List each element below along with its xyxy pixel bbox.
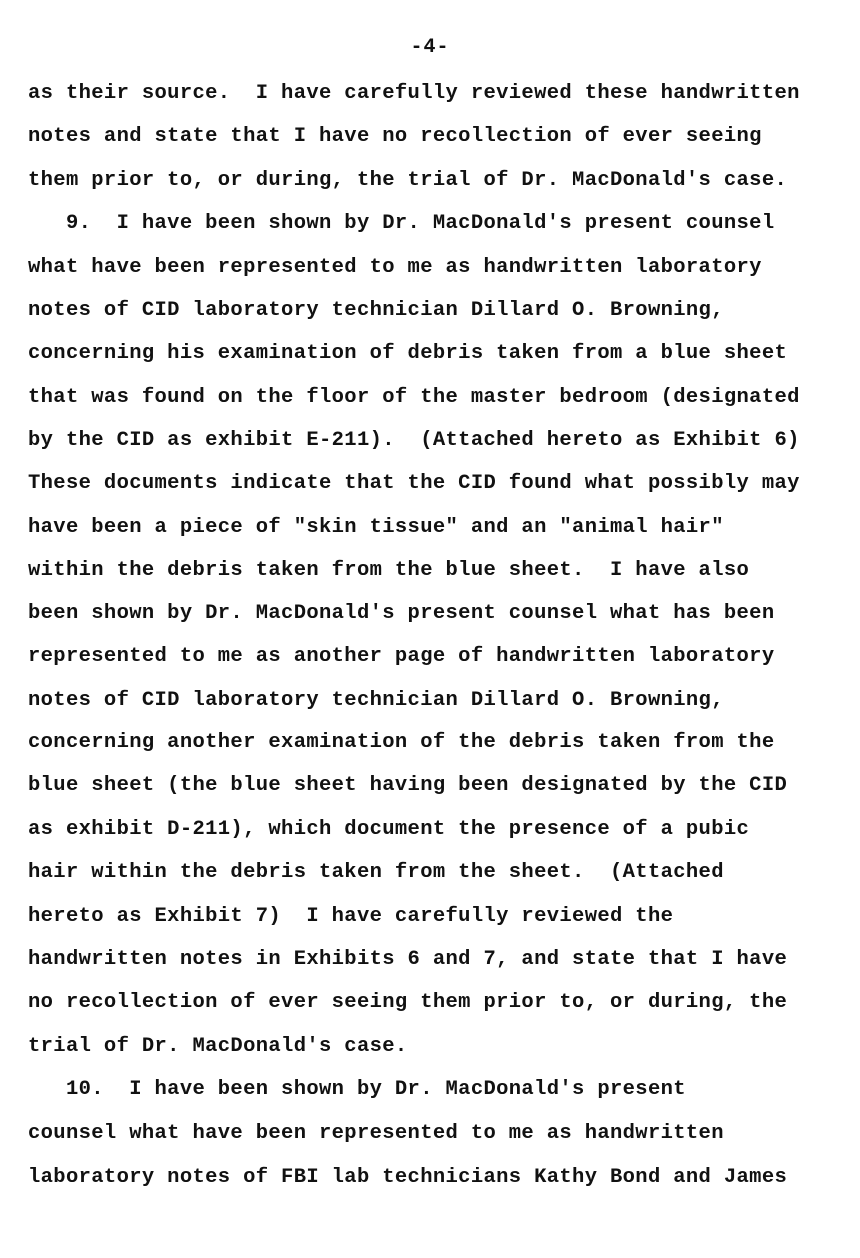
text-line: counsel what have been represented to me as handwritten [28, 1122, 724, 1145]
text-line: have been a piece of "skin tissue" and an "animal hair" [28, 516, 724, 539]
text-line: represented to me as another page of handwritten laboratory [28, 645, 775, 668]
text-line: hereto as Exhibit 7) I have carefully reviewed the [28, 905, 674, 928]
text-line: by the CID as exhibit E-211). (Attached hereto as Exhibit 6) [28, 429, 800, 452]
text-line: These documents indicate that the CID found what possibly may [28, 472, 800, 495]
text-line: 9. I have been shown by Dr. MacDonald's present counsel [28, 212, 775, 235]
text-line: blue sheet (the blue sheet having been designated by the CID [28, 774, 788, 797]
text-line: within the debris taken from the blue sheet. I have also [28, 559, 750, 582]
text-line: no recollection of ever seeing them prior to, or during, the [28, 991, 788, 1014]
text-line: concerning his examination of debris taken from a blue sheet [28, 342, 788, 365]
text-line: them prior to, or during, the trial of Dr. MacDonald's case. [28, 169, 788, 192]
page-number: -4- [410, 36, 450, 59]
text-line: 10. I have been shown by Dr. MacDonald's present [28, 1078, 686, 1101]
text-line: laboratory notes of FBI lab technicians Kathy Bond and James [28, 1166, 788, 1189]
text-line: what have been represented to me as handwritten laboratory [28, 256, 762, 279]
text-line: hair within the debris taken from the sheet. (Attached [28, 861, 724, 884]
text-line: concerning another examination of the debris taken from the [28, 731, 775, 754]
text-line: notes of CID laboratory technician Dillard O. Browning, [28, 689, 724, 712]
text-line: notes and state that I have no recollection of ever seeing [28, 125, 762, 148]
text-line: as exhibit D-211), which document the presence of a pubic [28, 818, 750, 841]
text-line: that was found on the floor of the master bedroom (designated [28, 386, 800, 409]
text-line: notes of CID laboratory technician Dillard O. Browning, [28, 299, 724, 322]
text-line: trial of Dr. MacDonald's case. [28, 1035, 408, 1058]
text-line: been shown by Dr. MacDonald's present counsel what has been [28, 602, 775, 625]
text-line: handwritten notes in Exhibits 6 and 7, and state that I have [28, 948, 788, 971]
text-line: as their source. I have carefully reviewed these handwritten [28, 82, 800, 105]
